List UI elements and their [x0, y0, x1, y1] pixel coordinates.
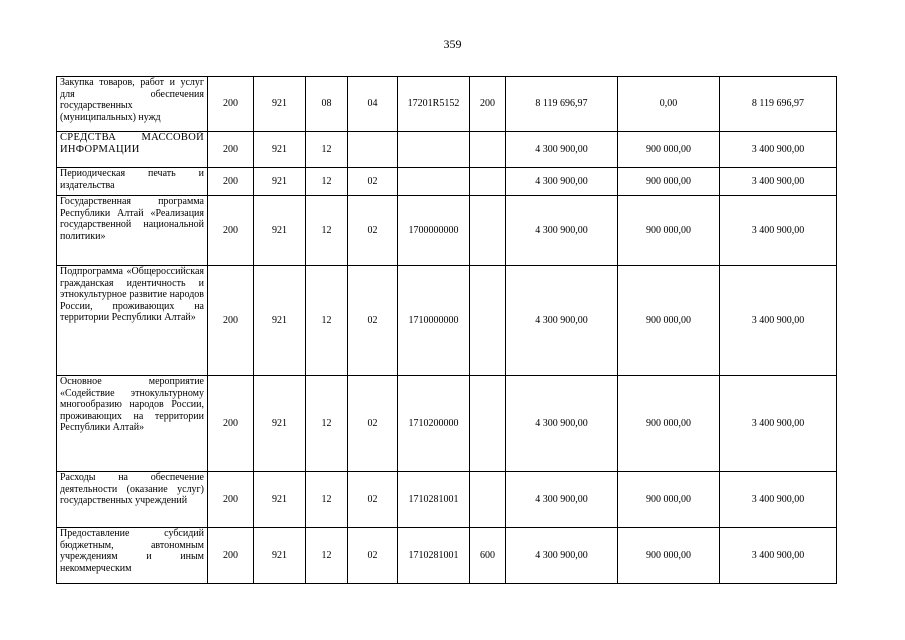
cell-amount: 3 400 900,00	[720, 196, 837, 266]
cell-code: 200	[208, 168, 254, 196]
cell-code: 921	[254, 528, 306, 584]
cell-code	[470, 196, 506, 266]
cell-amount: 3 400 900,00	[720, 132, 837, 168]
table-row	[57, 472, 837, 528]
table-row	[57, 196, 837, 266]
budget-table	[56, 76, 837, 584]
cell-code: 600	[470, 528, 506, 584]
cell-amount: 900 000,00	[618, 266, 720, 376]
cell-amount: 900 000,00	[618, 196, 720, 266]
cell-amount: 4 300 900,00	[506, 168, 618, 196]
row-name: Основное мероприятие «Содействие этнокультурному многообразию народов России, проживающих на территории Республики Алтай»	[57, 376, 208, 472]
cell-code: 200	[470, 77, 506, 132]
cell-amount: 3 400 900,00	[720, 528, 837, 584]
page-number: 359	[443, 37, 462, 51]
cell-amount: 900 000,00	[618, 132, 720, 168]
cell-code: 12	[306, 266, 348, 376]
cell-amount: 8 119 696,97	[720, 77, 837, 132]
cell-code: 02	[348, 168, 398, 196]
cell-code: 12	[306, 472, 348, 528]
cell-amount: 0,00	[618, 77, 720, 132]
cell-code: 02	[348, 376, 398, 472]
cell-code: 921	[254, 196, 306, 266]
cell-amount: 3 400 900,00	[720, 266, 837, 376]
cell-code	[398, 168, 470, 196]
table-row	[57, 132, 837, 168]
row-name: Периодическая печать и издательства	[57, 168, 208, 196]
cell-amount: 900 000,00	[618, 528, 720, 584]
cell-code: 921	[254, 472, 306, 528]
cell-code: 12	[306, 376, 348, 472]
row-name: Расходы на обеспечение деятельности (оказание услуг) государственных учреждений	[57, 472, 208, 528]
row-name: Подпрограмма «Общероссийская гражданская идентичность и этнокультурное развитие народов России, проживающих на территории Республики Алтай»	[57, 266, 208, 376]
cell-code: 921	[254, 376, 306, 472]
cell-amount: 3 400 900,00	[720, 168, 837, 196]
table-row	[57, 376, 837, 472]
cell-code: 921	[254, 168, 306, 196]
cell-code: 12	[306, 528, 348, 584]
cell-code	[470, 472, 506, 528]
cell-amount: 4 300 900,00	[506, 266, 618, 376]
table-row	[57, 266, 837, 376]
cell-code: 921	[254, 132, 306, 168]
cell-code: 02	[348, 266, 398, 376]
cell-code: 08	[306, 77, 348, 132]
row-name: Закупка товаров, работ и услуг для обеспечения государственных (муниципальных) нужд	[57, 77, 208, 132]
cell-code	[470, 376, 506, 472]
row-name: Государственная программа Республики Алтай «Реализация государственной национальной политики»	[57, 196, 208, 266]
cell-amount: 4 300 900,00	[506, 528, 618, 584]
cell-amount: 3 400 900,00	[720, 472, 837, 528]
cell-code: 1710000000	[398, 266, 470, 376]
cell-code: 02	[348, 196, 398, 266]
cell-code: 921	[254, 77, 306, 132]
cell-code	[470, 168, 506, 196]
table-row	[57, 168, 837, 196]
cell-code	[348, 132, 398, 168]
cell-code: 12	[306, 168, 348, 196]
cell-code: 02	[348, 528, 398, 584]
cell-amount: 900 000,00	[618, 168, 720, 196]
cell-amount: 4 300 900,00	[506, 196, 618, 266]
cell-amount: 3 400 900,00	[720, 376, 837, 472]
cell-amount: 4 300 900,00	[506, 376, 618, 472]
cell-amount: 8 119 696,97	[506, 77, 618, 132]
cell-code: 1700000000	[398, 196, 470, 266]
cell-amount: 4 300 900,00	[506, 132, 618, 168]
row-name: Предоставление субсидий бюджетным, автономным учреждениям и иным некоммерческим	[57, 528, 208, 584]
cell-code	[470, 132, 506, 168]
cell-code: 200	[208, 77, 254, 132]
cell-code: 200	[208, 376, 254, 472]
cell-amount: 4 300 900,00	[506, 472, 618, 528]
cell-code: 02	[348, 472, 398, 528]
cell-code: 200	[208, 196, 254, 266]
table-row	[57, 528, 837, 584]
cell-code: 17201R5152	[398, 77, 470, 132]
cell-code: 12	[306, 196, 348, 266]
cell-code: 12	[306, 132, 348, 168]
cell-code: 921	[254, 266, 306, 376]
cell-code	[470, 266, 506, 376]
cell-code: 1710281001	[398, 472, 470, 528]
cell-code	[398, 132, 470, 168]
cell-code: 1710281001	[398, 528, 470, 584]
cell-code: 200	[208, 528, 254, 584]
table-row	[57, 77, 837, 132]
cell-code: 200	[208, 266, 254, 376]
cell-amount: 900 000,00	[618, 376, 720, 472]
cell-code: 200	[208, 132, 254, 168]
cell-code: 1710200000	[398, 376, 470, 472]
row-name: СРЕДСТВА МАССОВОЙ ИНФОРМАЦИИ	[57, 132, 208, 168]
cell-code: 04	[348, 77, 398, 132]
cell-code: 200	[208, 472, 254, 528]
cell-amount: 900 000,00	[618, 472, 720, 528]
